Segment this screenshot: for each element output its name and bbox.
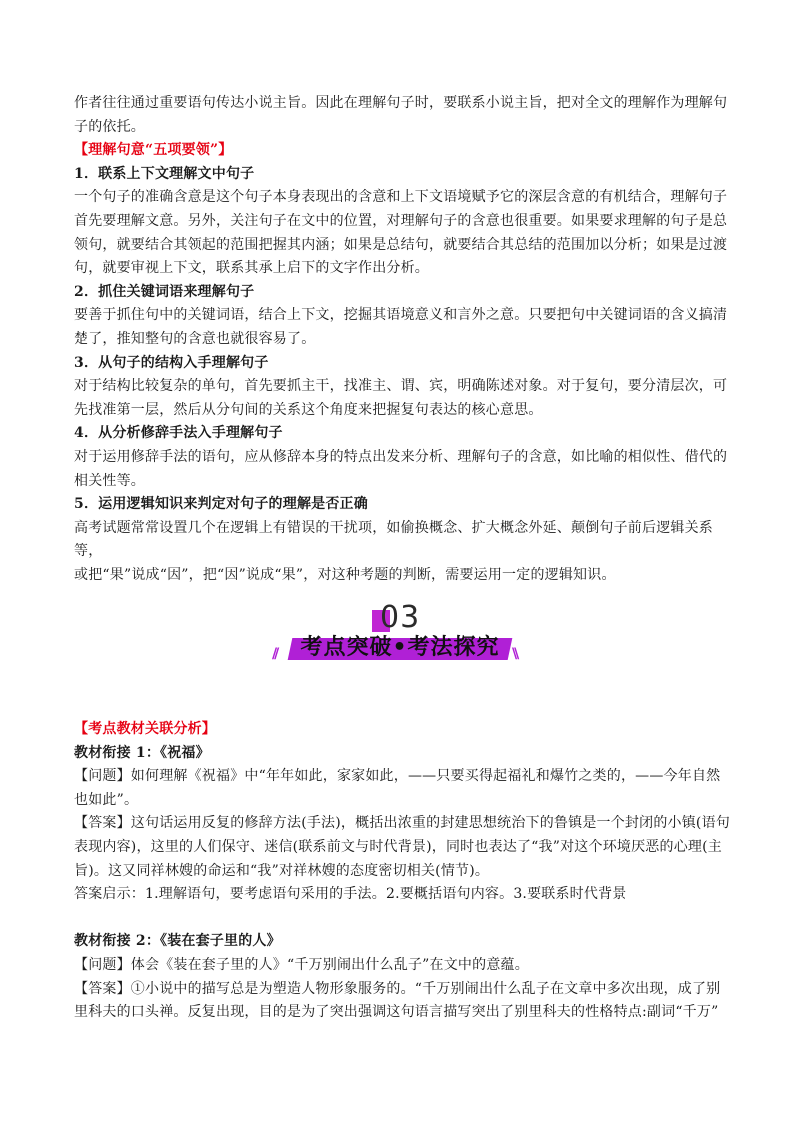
intro-line-1: 作者往往通过重要语句传达小说主旨。因此在理解句子时，要联系小说主旨，把对全文的理解作为理解句 xyxy=(74,95,728,111)
banner-slash-right: \\ xyxy=(512,646,517,662)
point-5-line: 高考试题常常设置几个在逻辑上有错误的干扰项，如偷换概念、扩大概念外延、颠倒句子前后逻辑关系等， xyxy=(74,519,713,560)
intro-line-2: 子的依托。 xyxy=(74,118,145,135)
point-2-line: 楚了，推知整句的含意也就很容易了。 xyxy=(74,330,316,347)
banner-slash-left: // xyxy=(272,646,277,662)
spacer xyxy=(74,907,730,931)
link-1-answer: 【答案】这句话运用反复的修辞方法(手法)，概括出浓重的封建思想统治下的鲁镇是一个封闭的小镇(语句 xyxy=(74,815,730,832)
link-1-hint: 答案启示：1.理解语句，要考虑语句采用的手法。2.要概括语句内容。3.要联系时代背景 xyxy=(74,886,627,903)
point-2-title: 2．抓住关键词语来理解句子 xyxy=(74,283,255,300)
point-3-line: 对于结构比较复杂的单句，首先要抓主干，找准主、谓、宾，明确陈述对象。对于复句，要分清层次，可 xyxy=(74,378,728,395)
point-5-line: 或把“果”说成“因”，把“因”说成“果”，对这种考题的判断，需要运用一定的逻辑知识。 xyxy=(74,566,616,583)
section-heading-textbook: 【考点教材关联分析】 xyxy=(74,721,216,737)
point-5-title: 5．运用逻辑知识来判定对句子的理解是否正确 xyxy=(74,496,368,513)
link-1-title: 教材衔接 1：《祝福》 xyxy=(74,744,210,761)
link-2-answer: 里科夫的口头禅。反复出现，目的是为了突出强调这句语言描写突出了别里科夫的性格特点:副词“千万” xyxy=(74,1004,719,1021)
banner-title: 考点突破•考法探究 xyxy=(300,635,500,660)
link-1-answer: 旨)。这又同祥林嫂的命运和“我”对祥林嫂的态度密切相关(情节)。 xyxy=(74,862,490,879)
link-2-question: 【问题】体会《装在套子里的人》“千万别闹出什么乱子”在文中的意蕴。 xyxy=(74,956,529,973)
point-2-line: 要善于抓住句中的关键词语，结合上下文，挖掘其语境意义和言外之意。只要把句中关键词语的含义搞清 xyxy=(74,307,728,324)
textbook-analysis xyxy=(74,718,730,1025)
point-4-line: 相关性等。 xyxy=(74,472,145,489)
point-4-title: 4．从分析修辞手法入手理解句子 xyxy=(74,425,283,442)
point-1-line: 首先要理解文意。另外，关注句子在文中的位置，对理解句子的含意也很重要。如果要求理解的句子是总 xyxy=(74,212,728,229)
link-2-title: 教材衔接 2：《装在套子里的人》 xyxy=(74,933,281,950)
link-1-question: 也如此”。 xyxy=(74,791,139,808)
point-1-line: 领句，就要结合其领起的范围把握其内涵；如果是总结句，就要结合其总结的范围加以分析；如果是过渡 xyxy=(74,236,728,253)
link-1-question: 【问题】如何理解《祝福》中“年年如此，家家如此，——只要买得起福礼和爆竹之类的，——今年自然 xyxy=(74,768,721,785)
point-1-title: 1．联系上下文理解文中句子 xyxy=(74,165,255,182)
point-3-line: 先找准第一层，然后从分句间的关系这个角度来把握复句表达的核心意思。 xyxy=(74,401,543,418)
link-2-answer: 【答案】①小说中的描写总是为塑造人物形象服务的。“千万别闹出什么乱子在文章中多次出现，成了别 xyxy=(74,980,721,997)
point-3-title: 3．从句子的结构入手理解句子 xyxy=(74,354,269,371)
section-banner xyxy=(272,594,528,674)
point-4-line: 对于运用修辞手法的语句，应从修辞本身的特点出发来分析、理解句子的含意，如比喻的相似性、借代的 xyxy=(74,448,728,465)
point-1-line: 句，就要审视上下文，联系其承上启下的文字作出分析。 xyxy=(74,260,429,277)
body-text xyxy=(74,92,730,587)
link-1-answer: 表现内容)，这里的人们保守、迷信(联系前文与时代背景)，同时也表达了“我”对这个环境厌恶的心理(主 xyxy=(74,838,722,855)
banner-number: 03 xyxy=(380,600,421,635)
point-1-line: 一个句子的准确含意是这个句子本身表现出的含意和上下文语境赋予它的深层含意的有机结合，理解句子 xyxy=(74,189,728,206)
section-heading-five-points: 【理解句意“五项要领”】 xyxy=(74,142,233,159)
